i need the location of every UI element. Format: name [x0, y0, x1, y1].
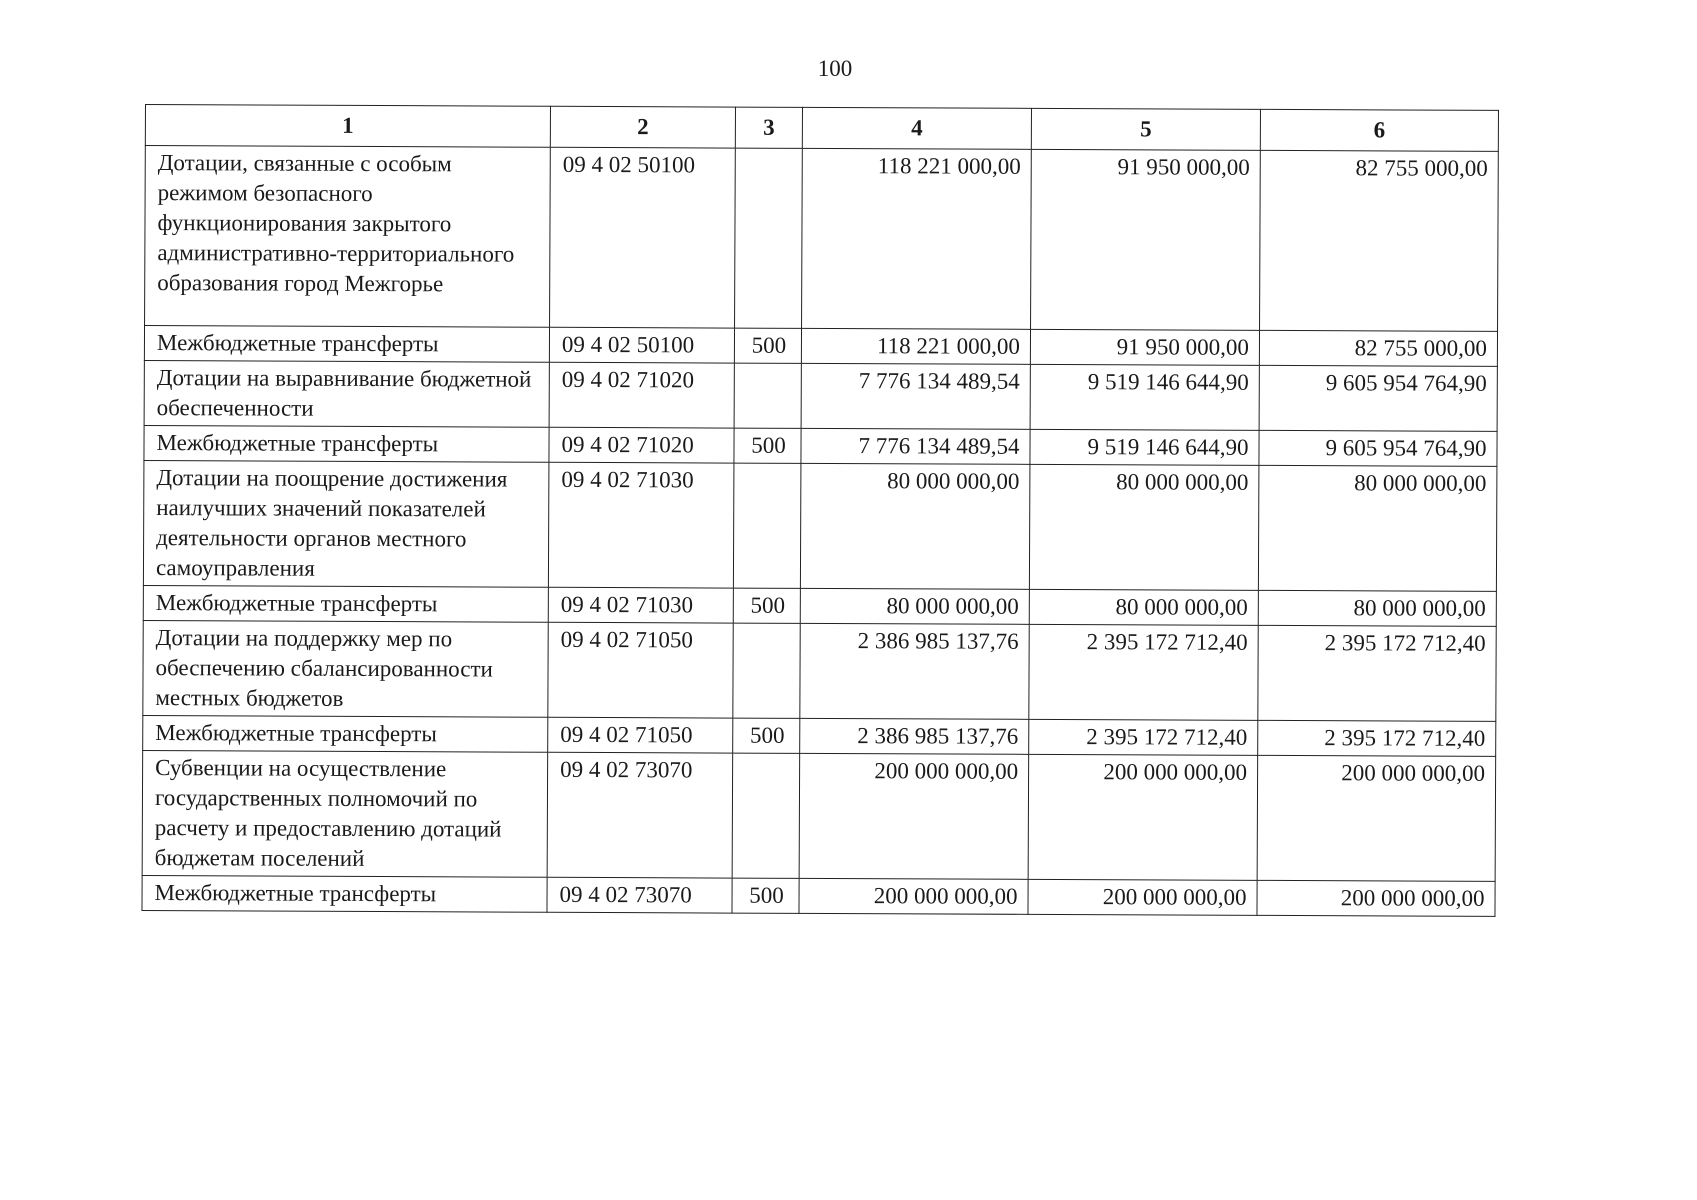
row-value-5: 91 950 000,00 — [1031, 149, 1261, 330]
row-code: 09 4 02 71020 — [549, 362, 734, 428]
row-type — [735, 148, 803, 328]
table-row — [143, 585, 1496, 626]
row-code: 09 4 02 73070 — [547, 877, 732, 913]
row-value-4: 7 776 134 489,54 — [801, 363, 1030, 429]
row-value-4: 80 000 000,00 — [800, 463, 1030, 589]
row-code: 09 4 02 71050 — [548, 717, 733, 753]
row-code: 09 4 02 71030 — [548, 587, 733, 623]
row-type — [733, 463, 801, 588]
row-code: 09 4 02 50100 — [550, 147, 736, 328]
row-value-4: 2 386 985 137,76 — [800, 718, 1029, 754]
row-value-6: 200 000 000,00 — [1257, 880, 1495, 916]
row-value-5: 9 519 146 644,90 — [1030, 364, 1259, 430]
row-code: 09 4 02 73070 — [547, 752, 733, 878]
table-row — [144, 425, 1497, 466]
row-value-5: 9 519 146 644,90 — [1030, 429, 1259, 465]
row-type: 500 — [733, 718, 800, 753]
row-value-5: 80 000 000,00 — [1029, 464, 1259, 590]
header-col-4: 4 — [802, 107, 1031, 149]
header-col-6: 6 — [1260, 109, 1498, 151]
table-row — [142, 875, 1495, 916]
header-col-5: 5 — [1031, 108, 1260, 150]
row-value-5: 91 950 000,00 — [1030, 329, 1259, 365]
row-type — [734, 363, 801, 428]
row-type: 500 — [734, 328, 801, 363]
row-value-6: 9 605 954 764,90 — [1259, 365, 1497, 431]
row-value-4: 118 221 000,00 — [802, 148, 1032, 329]
row-name: Межбюджетные трансферты — [142, 875, 547, 912]
table-row — [145, 146, 1499, 332]
header-col-2: 2 — [550, 106, 735, 148]
row-name: Межбюджетные трансферты — [144, 326, 549, 363]
row-value-4: 118 221 000,00 — [801, 328, 1030, 364]
row-value-4: 7 776 134 489,54 — [801, 428, 1030, 464]
row-value-5: 200 000 000,00 — [1028, 754, 1258, 880]
budget-table — [141, 104, 1499, 917]
row-value-4: 200 000 000,00 — [799, 753, 1029, 879]
row-name: Дотации, связанные с особым режимом безопасного функционирования закрытого административно-территориального образования город Межгорье — [145, 146, 551, 328]
page-number-text: 100 — [817, 56, 853, 81]
row-type: 500 — [732, 878, 799, 913]
row-code: 09 4 02 71050 — [548, 622, 733, 718]
header-row — [145, 105, 1498, 152]
table-row — [143, 715, 1496, 756]
table-row — [144, 326, 1497, 367]
row-name: Дотации на поощрение достижения наилучших значений показателей деятельности органов местного самоуправления — [143, 460, 549, 587]
row-code: 09 4 02 71030 — [548, 462, 734, 588]
row-name: Межбюджетные трансферты — [144, 425, 549, 462]
row-type — [733, 623, 800, 718]
row-name: Дотации на выравнивание бюджетной обеспеченности — [144, 360, 549, 427]
row-value-6: 80 000 000,00 — [1258, 590, 1496, 626]
header-col-1: 1 — [145, 105, 550, 148]
row-name: Субвенции на осуществление государственных полномочий по расчету и предоставлению дотаций бюджетам поселений — [142, 750, 548, 877]
table-row — [143, 620, 1496, 721]
table-row — [142, 750, 1496, 881]
row-type — [732, 753, 800, 878]
header-col-3: 3 — [735, 107, 802, 148]
row-code: 09 4 02 71020 — [549, 427, 734, 463]
table-row — [143, 460, 1497, 591]
row-type: 500 — [734, 428, 801, 463]
row-value-6: 82 755 000,00 — [1260, 150, 1499, 331]
page-number — [0, 56, 1670, 82]
row-code: 09 4 02 50100 — [549, 327, 734, 363]
row-name: Межбюджетные трансферты — [143, 585, 548, 622]
row-value-6: 2 395 172 712,40 — [1258, 625, 1496, 721]
row-value-4: 80 000 000,00 — [800, 588, 1029, 624]
row-value-6: 82 755 000,00 — [1259, 330, 1497, 366]
row-value-5: 80 000 000,00 — [1029, 589, 1258, 625]
row-type: 500 — [733, 588, 800, 623]
row-value-6: 200 000 000,00 — [1257, 755, 1496, 881]
row-value-5: 200 000 000,00 — [1028, 879, 1257, 915]
row-value-6: 2 395 172 712,40 — [1258, 720, 1496, 756]
row-value-4: 2 386 985 137,76 — [800, 623, 1029, 719]
row-value-5: 2 395 172 712,40 — [1029, 719, 1258, 755]
row-value-6: 9 605 954 764,90 — [1259, 430, 1497, 466]
row-name: Дотации на поддержку мер по обеспечению сбалансированности местных бюджетов — [143, 620, 548, 717]
row-value-4: 200 000 000,00 — [799, 878, 1028, 914]
row-name: Межбюджетные трансферты — [143, 715, 548, 752]
table-row — [144, 360, 1497, 431]
row-value-6: 80 000 000,00 — [1258, 465, 1497, 591]
row-value-5: 2 395 172 712,40 — [1029, 624, 1258, 720]
